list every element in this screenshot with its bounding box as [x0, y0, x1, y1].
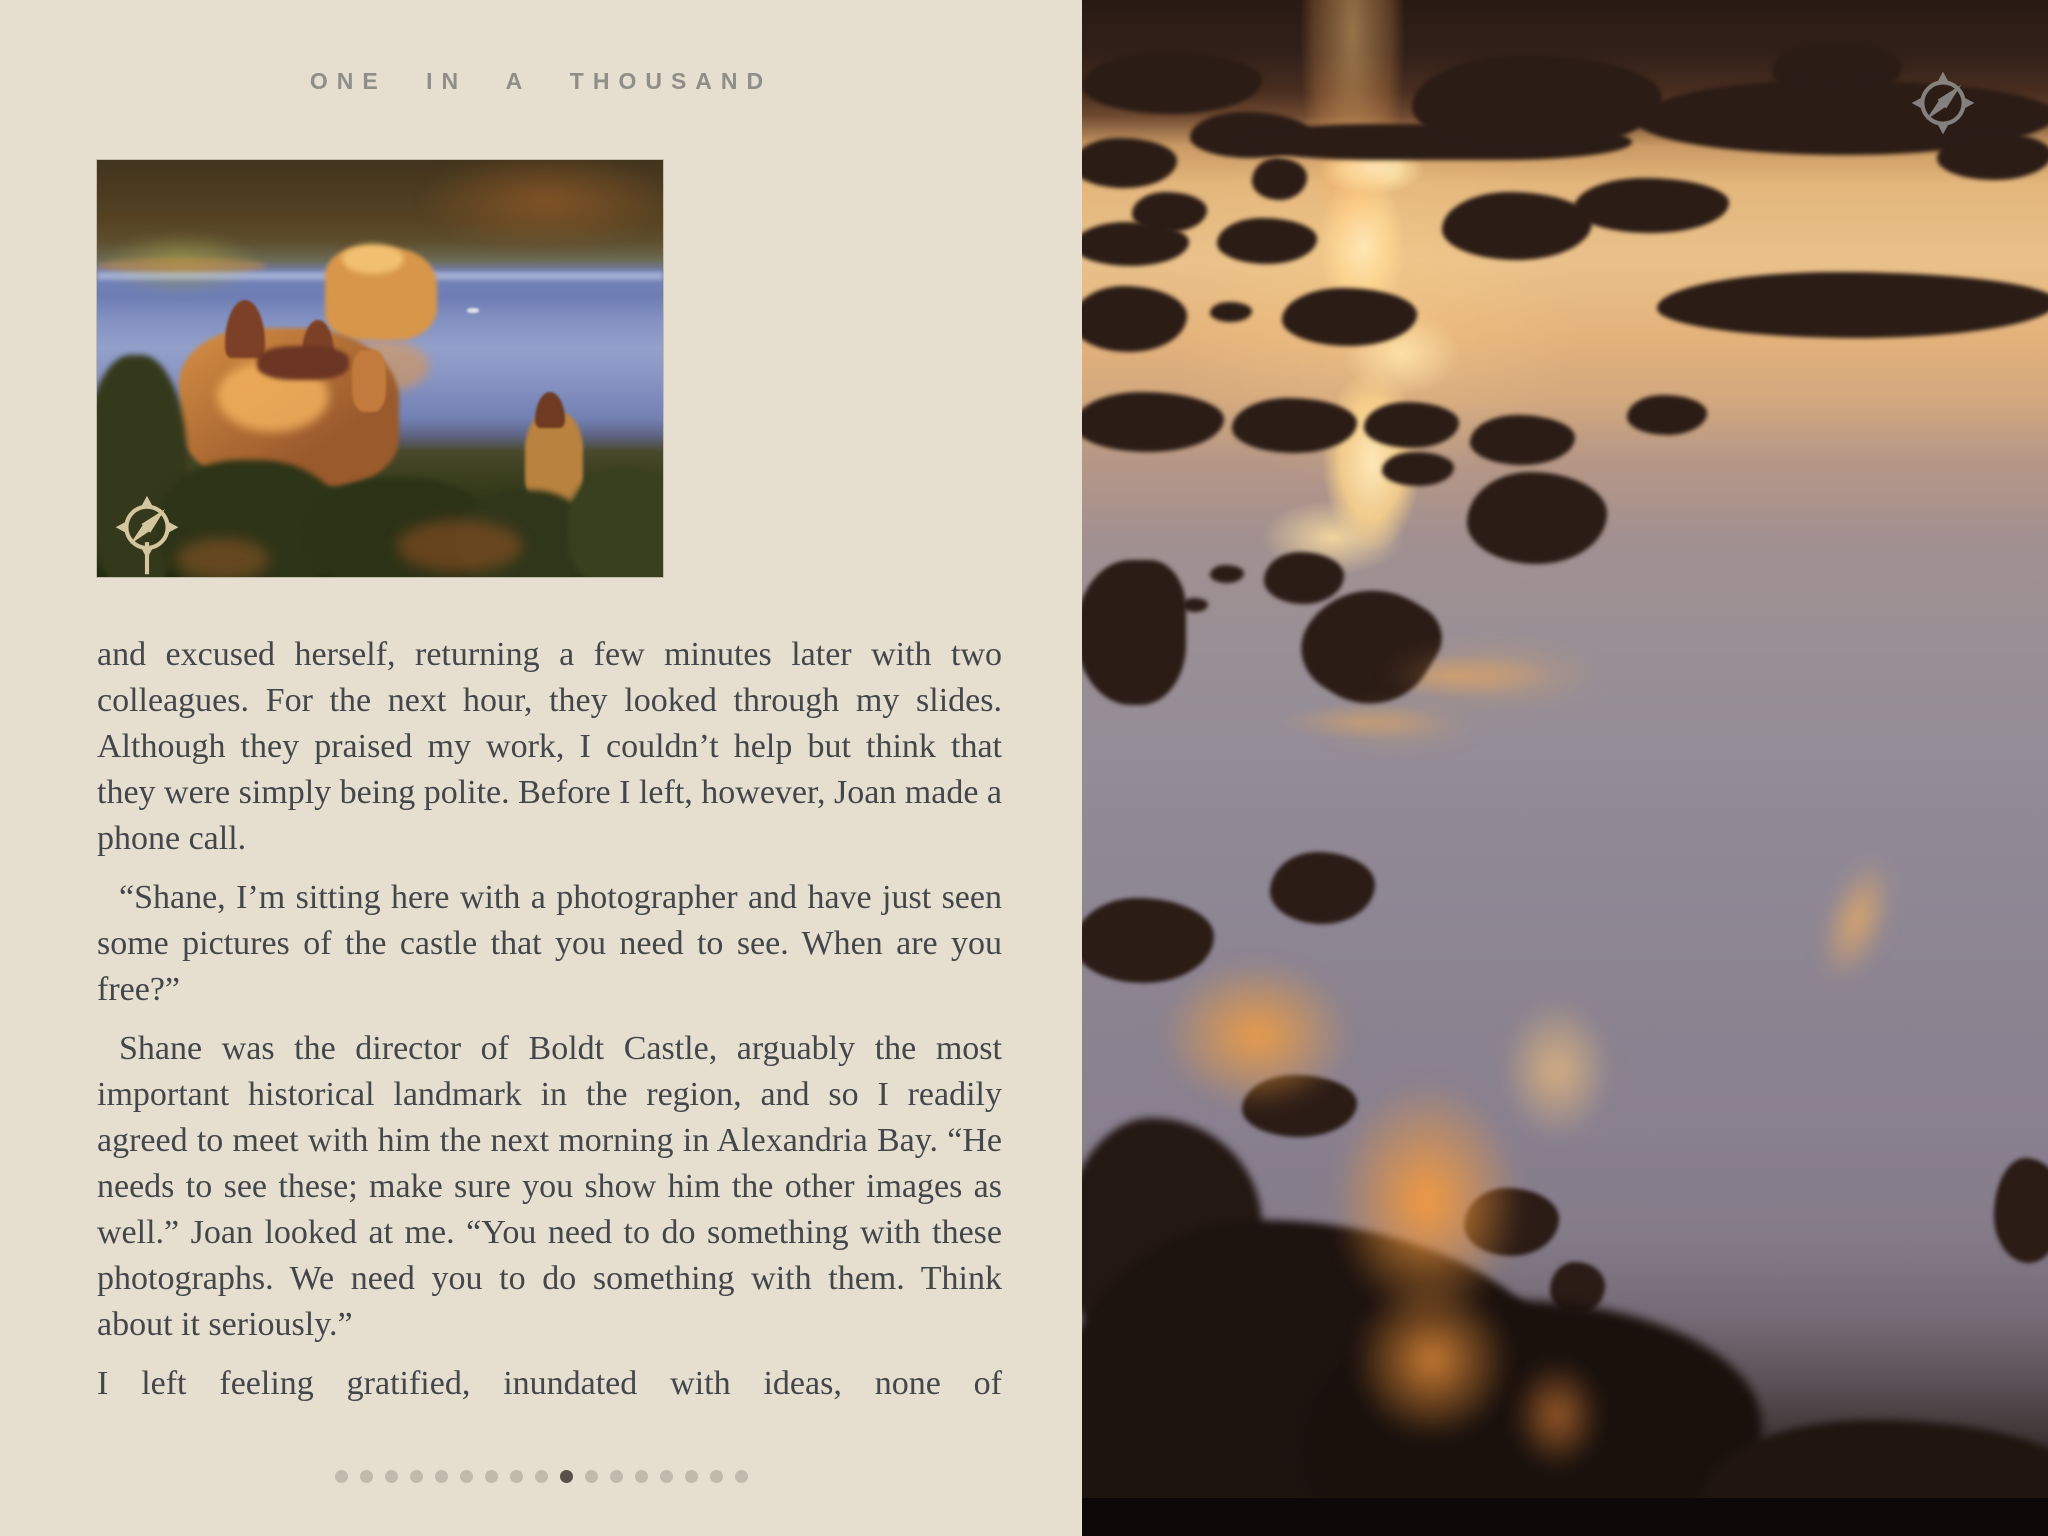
page-dot[interactable] [410, 1470, 423, 1483]
page-dot[interactable] [335, 1470, 348, 1483]
page-dot[interactable] [635, 1470, 648, 1483]
photo-detail-reflection [1162, 960, 1352, 1110]
photo-detail-reflection [1382, 640, 1602, 710]
page-dot[interactable] [535, 1470, 548, 1483]
page-dot[interactable] [360, 1470, 373, 1483]
inline-photo-boldt-castle[interactable] [97, 160, 663, 577]
photo-detail-island [1082, 898, 1214, 983]
compass-icon [114, 494, 180, 577]
photo-detail-island [1282, 288, 1417, 346]
running-header: ONE IN A THOUSAND [309, 68, 773, 94]
photo-detail-island [1210, 302, 1252, 322]
photo-detail-reflection [1352, 1280, 1512, 1440]
photo-detail-reflection [1502, 1000, 1612, 1140]
photo-detail-island [1082, 138, 1177, 188]
photo-detail [417, 160, 663, 250]
photo-detail-island [1252, 158, 1307, 200]
photo-detail-island [1627, 395, 1707, 435]
page-dot-current[interactable] [560, 1470, 573, 1483]
photo-detail [535, 392, 565, 428]
photo-detail-island [1082, 560, 1186, 705]
page-dot[interactable] [460, 1470, 473, 1483]
paragraph: Shane was the director of Boldt Castle, arguably the most important historical landmark in the region, and so I readily agreed to meet with him the next morning in Alexandria Bay. “He needs to see these; make sure you show him the other images as well.” Joan looked at me. “You need to do something with these photographs. We need you to do something with them. Think about it seriously.” [97, 1030, 1002, 1343]
full-page-photo-thousand-islands[interactable] [1082, 0, 2048, 1536]
page-dot[interactable] [435, 1470, 448, 1483]
photo-detail [177, 538, 269, 577]
photo-detail-boat-wake [1807, 849, 1908, 992]
page-dot[interactable] [385, 1470, 398, 1483]
page-dot[interactable] [585, 1470, 598, 1483]
page-dot[interactable] [510, 1470, 523, 1483]
paragraph: “Shane, I’m sitting here with a photographer and have just seen some pictures of the castle that you need to see. When are you free?” [97, 879, 1002, 1008]
photo-detail [225, 300, 265, 358]
photo-detail-land [1082, 1498, 2048, 1536]
photo-detail-island [1264, 552, 1344, 604]
photo-detail-island [1574, 178, 1729, 233]
photo-detail-island [1082, 52, 1262, 114]
photo-detail-boat [467, 308, 479, 313]
body-text [97, 632, 1002, 1420]
page-dot[interactable] [735, 1470, 748, 1483]
photo-detail-island [1082, 286, 1187, 352]
photo-detail-island [1210, 565, 1244, 583]
page-dots [0, 1470, 1082, 1483]
photo-detail-island [1382, 452, 1454, 486]
paragraph: I left feeling gratified, inundated with ideas, none of [97, 1365, 1002, 1402]
paragraph: and excused herself, returning a few minutes later with two colleagues. For the next hour, they looked through my slides. Although they praised my work, I couldn’t help but think that they were simply being polite. Before I left, however, Joan made a phone call. [97, 636, 1003, 857]
photo-detail [257, 346, 349, 380]
photo-detail [342, 244, 404, 274]
page-dot[interactable] [685, 1470, 698, 1483]
photo-detail-island [1442, 192, 1592, 260]
photo-detail-island [1937, 132, 2048, 180]
photo-detail-island [1657, 272, 2048, 338]
photo-detail-island [1082, 222, 1189, 266]
photo-detail-island [1994, 1158, 2048, 1263]
page-dot[interactable] [660, 1470, 673, 1483]
page-dot[interactable] [710, 1470, 723, 1483]
photo-detail-island [1470, 415, 1575, 465]
photo-detail-island [1467, 472, 1607, 564]
photo-detail-island [1082, 392, 1224, 452]
page-dot[interactable] [610, 1470, 623, 1483]
photo-detail-island [1217, 218, 1317, 264]
page-dot[interactable] [485, 1470, 498, 1483]
photo-detail [352, 350, 386, 412]
photo-detail-trees [567, 468, 663, 577]
compass-icon [1910, 70, 1976, 136]
photo-detail-reflection [1512, 1360, 1602, 1470]
photo-detail-island [1270, 852, 1375, 924]
photo-detail-island [1364, 402, 1459, 448]
photo-detail [397, 520, 522, 572]
photo-detail-island [1232, 398, 1357, 453]
photo-detail-reflection [1312, 700, 1482, 750]
